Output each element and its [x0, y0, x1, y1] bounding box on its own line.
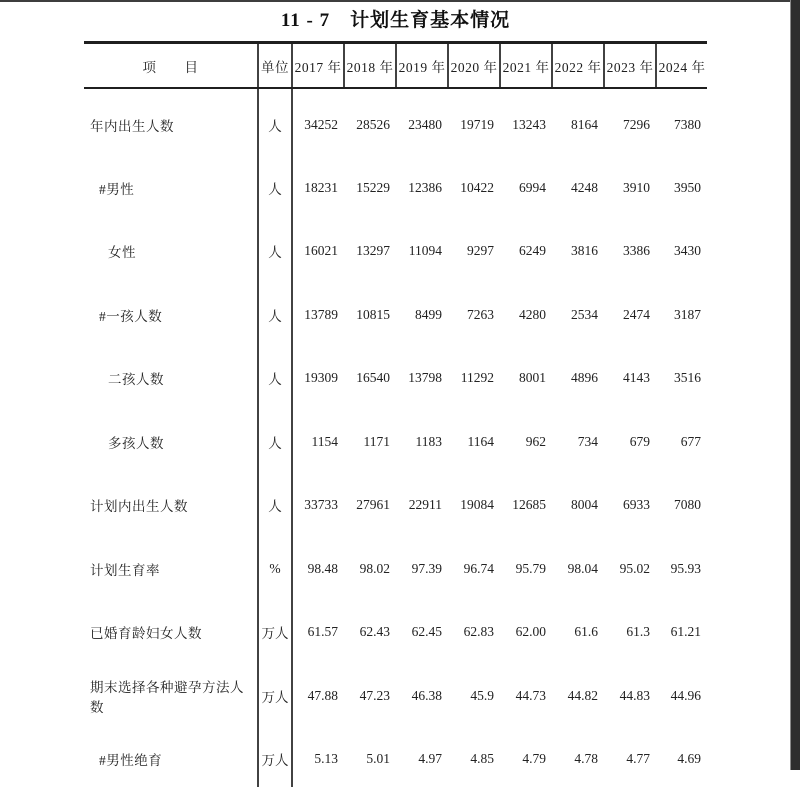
- value-cell: 12685: [512, 497, 546, 513]
- value-cell: 46.38: [411, 687, 442, 703]
- row-label: 已婚育龄妇女人数: [90, 626, 202, 642]
- value-cell: 95.02: [619, 560, 650, 576]
- value-cell: 13798: [408, 370, 442, 386]
- value-cell: 6249: [519, 243, 546, 259]
- value-cell: 4.85: [470, 751, 494, 767]
- value-cell: 7080: [674, 497, 701, 513]
- value-cell: 11292: [460, 370, 494, 386]
- value-cell: 98.02: [359, 560, 390, 576]
- value-cell: 61.57: [307, 624, 338, 640]
- table-row: [84, 88, 707, 152]
- value-cell: 45.9: [470, 687, 494, 703]
- value-cell: 4896: [571, 370, 598, 386]
- value-cell: 1154: [311, 433, 338, 449]
- value-cell: 4.97: [418, 751, 442, 767]
- value-cell: 13243: [512, 116, 546, 132]
- header-year-2017: 2017 年: [292, 43, 344, 89]
- value-cell: 19309: [304, 370, 338, 386]
- value-cell: 95.79: [515, 560, 546, 576]
- header-year-2020: 2020 年: [448, 43, 500, 89]
- value-cell: 22911: [408, 497, 442, 513]
- table-row: [84, 469, 707, 533]
- value-cell: 44.83: [619, 687, 650, 703]
- table-row: [84, 596, 707, 660]
- value-cell: 1171: [363, 433, 390, 449]
- table-row: [84, 342, 707, 406]
- value-cell: 11094: [408, 243, 442, 259]
- value-cell: 62.83: [463, 624, 494, 640]
- row-unit: 人: [258, 342, 292, 406]
- value-cell: 15229: [356, 179, 390, 195]
- row-unit: 人: [258, 406, 292, 470]
- row-label: 计划生育率: [90, 562, 160, 578]
- value-cell: 33733: [304, 497, 338, 513]
- row-label: 多孩人数: [108, 435, 164, 451]
- value-cell: 10815: [356, 306, 390, 322]
- value-cell: 95.93: [670, 560, 701, 576]
- value-cell: 7380: [674, 116, 701, 132]
- value-cell: 96.74: [463, 560, 494, 576]
- value-cell: 44.96: [670, 687, 701, 703]
- row-unit: 人: [258, 469, 292, 533]
- row-label: 期末选择各种避孕方法人数: [90, 679, 244, 715]
- value-cell: 4.79: [522, 751, 546, 767]
- value-cell: 8001: [519, 370, 546, 386]
- value-cell: 677: [680, 433, 701, 449]
- value-cell: 23480: [408, 116, 442, 132]
- value-cell: 3386: [623, 243, 650, 259]
- page-title: 11 - 7 计划生育基本情况: [280, 10, 511, 31]
- value-cell: 6994: [519, 179, 546, 195]
- value-cell: 7296: [623, 116, 650, 132]
- table-row: [84, 215, 707, 279]
- table-row: [84, 533, 707, 597]
- row-unit: 人: [258, 215, 292, 279]
- value-cell: 98.04: [567, 560, 598, 576]
- row-unit: 人: [258, 88, 292, 152]
- statistics-table: [84, 41, 707, 787]
- table-row: [84, 279, 707, 343]
- value-cell: 6933: [623, 497, 650, 513]
- value-cell: 7263: [467, 306, 494, 322]
- value-cell: 3816: [571, 243, 598, 259]
- window-right-edge: [790, 0, 800, 770]
- row-label: #一孩人数: [99, 308, 163, 324]
- table-row: [84, 152, 707, 216]
- row-unit: %: [258, 533, 292, 597]
- value-cell: 44.73: [515, 687, 546, 703]
- value-cell: 4.77: [626, 751, 650, 767]
- value-cell: 16540: [356, 370, 390, 386]
- header-year-2019: 2019 年: [396, 43, 448, 89]
- table-row: [84, 660, 707, 724]
- value-cell: 9297: [467, 243, 494, 259]
- value-cell: 61.3: [626, 624, 650, 640]
- value-cell: 44.82: [567, 687, 598, 703]
- value-cell: 47.88: [307, 687, 338, 703]
- value-cell: 98.48: [307, 560, 338, 576]
- value-cell: 962: [525, 433, 546, 449]
- header-year-2023: 2023 年: [604, 43, 656, 89]
- table-header: [84, 43, 707, 89]
- header-year-2021: 2021 年: [500, 43, 552, 89]
- table-row: [84, 406, 707, 470]
- row-unit: 人: [258, 279, 292, 343]
- value-cell: 62.43: [359, 624, 390, 640]
- row-label: 计划内出生人数: [90, 499, 188, 515]
- value-cell: 1164: [467, 433, 494, 449]
- header-unit: 单位: [258, 43, 292, 89]
- table-body: [84, 88, 707, 787]
- row-label: #男性: [99, 181, 135, 197]
- value-cell: 8004: [571, 497, 598, 513]
- row-unit: 人: [258, 152, 292, 216]
- value-cell: 5.01: [366, 751, 390, 767]
- value-cell: 16021: [304, 243, 338, 259]
- header-year-2018: 2018 年: [344, 43, 396, 89]
- value-cell: 62.00: [515, 624, 546, 640]
- header-row: [84, 43, 707, 89]
- value-cell: 4280: [519, 306, 546, 322]
- value-cell: 13297: [356, 243, 390, 259]
- value-cell: 2474: [623, 306, 650, 322]
- value-cell: 4.78: [574, 751, 598, 767]
- value-cell: 13789: [304, 306, 338, 322]
- value-cell: 3516: [674, 370, 701, 386]
- value-cell: 5.13: [314, 751, 338, 767]
- value-cell: 19719: [460, 116, 494, 132]
- table-row: [84, 723, 707, 787]
- value-cell: 4143: [623, 370, 650, 386]
- row-unit: 万人: [258, 596, 292, 660]
- value-cell: 61.6: [574, 624, 598, 640]
- value-cell: 12386: [408, 179, 442, 195]
- row-unit: 万人: [258, 723, 292, 787]
- value-cell: 734: [577, 433, 598, 449]
- value-cell: 679: [629, 433, 650, 449]
- value-cell: 4.69: [677, 751, 701, 767]
- value-cell: 61.21: [670, 624, 701, 640]
- value-cell: 2534: [571, 306, 598, 322]
- value-cell: 10422: [460, 179, 494, 195]
- value-cell: 97.39: [411, 560, 442, 576]
- header-year-2024: 2024 年: [656, 43, 707, 89]
- row-label: 女性: [108, 245, 136, 261]
- value-cell: 4248: [571, 179, 598, 195]
- value-cell: 19084: [460, 497, 494, 513]
- row-unit: 万人: [258, 660, 292, 724]
- value-cell: 1183: [415, 433, 442, 449]
- value-cell: 28526: [356, 116, 390, 132]
- value-cell: 8499: [415, 306, 442, 322]
- value-cell: 34252: [304, 116, 338, 132]
- row-label: 年内出生人数: [90, 118, 174, 134]
- header-year-2022: 2022 年: [552, 43, 604, 89]
- row-label: 二孩人数: [108, 372, 164, 388]
- value-cell: 18231: [304, 179, 338, 195]
- row-label: #男性绝育: [99, 753, 163, 769]
- value-cell: 3430: [674, 243, 701, 259]
- value-cell: 47.23: [359, 687, 390, 703]
- header-item: 项 目: [84, 43, 258, 89]
- window-top-edge: [0, 0, 800, 2]
- value-cell: 3187: [674, 306, 701, 322]
- value-cell: 3910: [623, 179, 650, 195]
- value-cell: 62.45: [411, 624, 442, 640]
- value-cell: 3950: [674, 179, 701, 195]
- value-cell: 27961: [356, 497, 390, 513]
- value-cell: 8164: [571, 116, 598, 132]
